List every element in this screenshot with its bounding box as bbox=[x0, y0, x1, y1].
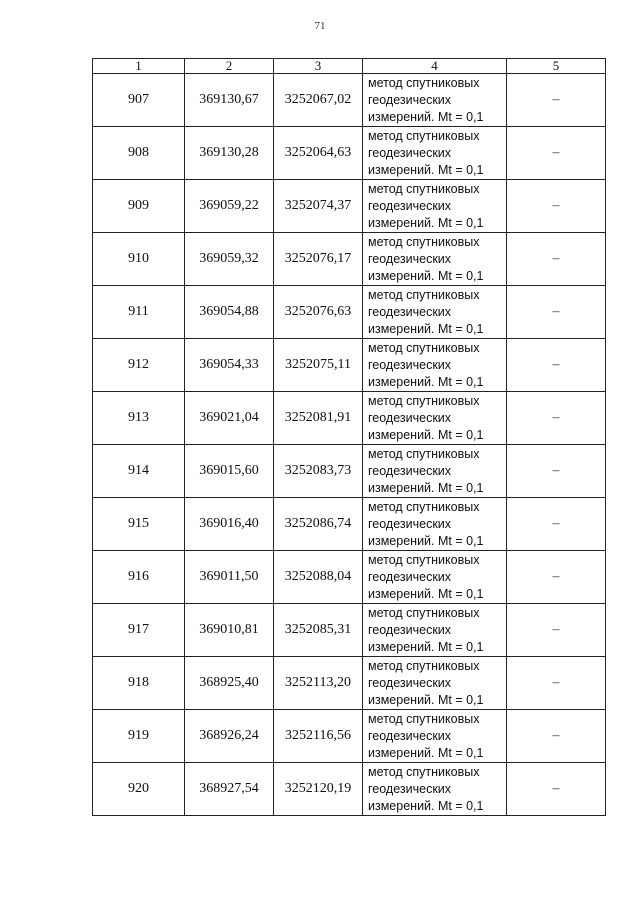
method-line: измерений. Mt = 0,1 bbox=[368, 321, 484, 336]
note-cell: – bbox=[507, 339, 606, 392]
method-line: геодезических bbox=[368, 622, 452, 637]
table-row bbox=[93, 551, 606, 604]
x-coordinate-cell: 369054,33 bbox=[185, 339, 274, 392]
note-cell: – bbox=[507, 763, 606, 816]
method-line: метод спутниковых bbox=[368, 658, 480, 673]
method-cell bbox=[363, 657, 507, 710]
x-coordinate-cell: 369130,28 bbox=[185, 127, 274, 180]
note-cell: – bbox=[507, 392, 606, 445]
method-cell bbox=[363, 710, 507, 763]
method-line: метод спутниковых bbox=[368, 234, 480, 249]
table-row bbox=[93, 127, 606, 180]
y-coordinate-cell: 3252081,91 bbox=[274, 392, 363, 445]
x-coordinate-cell: 369016,40 bbox=[185, 498, 274, 551]
method-line: геодезических bbox=[368, 304, 452, 319]
y-coordinate-cell: 3252088,04 bbox=[274, 551, 363, 604]
method-cell bbox=[363, 763, 507, 816]
method-line: метод спутниковых bbox=[368, 340, 480, 355]
note-cell: – bbox=[507, 180, 606, 233]
y-coordinate-cell: 3252086,74 bbox=[274, 498, 363, 551]
note-cell: – bbox=[507, 604, 606, 657]
column-header: 4 bbox=[363, 59, 507, 74]
method-line: измерений. Mt = 0,1 bbox=[368, 162, 484, 177]
method-line: метод спутниковых bbox=[368, 605, 480, 620]
y-coordinate-cell: 3252074,37 bbox=[274, 180, 363, 233]
column-header: 5 bbox=[507, 59, 606, 74]
method-line: геодезических bbox=[368, 463, 452, 478]
method-line: измерений. Mt = 0,1 bbox=[368, 427, 484, 442]
y-coordinate-cell: 3252076,17 bbox=[274, 233, 363, 286]
method-line: геодезических bbox=[368, 410, 452, 425]
table-row bbox=[93, 233, 606, 286]
x-coordinate-cell: 368927,54 bbox=[185, 763, 274, 816]
table-row bbox=[93, 498, 606, 551]
method-cell bbox=[363, 286, 507, 339]
y-coordinate-cell: 3252083,73 bbox=[274, 445, 363, 498]
method-cell bbox=[363, 498, 507, 551]
method-line: геодезических bbox=[368, 145, 452, 160]
method-line: геодезических bbox=[368, 781, 452, 796]
point-number-cell: 912 bbox=[93, 339, 185, 392]
method-line: геодезических bbox=[368, 357, 452, 372]
x-coordinate-cell: 369059,32 bbox=[185, 233, 274, 286]
table-row bbox=[93, 339, 606, 392]
y-coordinate-cell: 3252113,20 bbox=[274, 657, 363, 710]
method-line: геодезических bbox=[368, 516, 452, 531]
method-line: метод спутниковых bbox=[368, 181, 480, 196]
method-cell bbox=[363, 74, 507, 127]
method-line: измерений. Mt = 0,1 bbox=[368, 480, 484, 495]
table-row bbox=[93, 657, 606, 710]
x-coordinate-cell: 369010,81 bbox=[185, 604, 274, 657]
method-line: геодезических bbox=[368, 92, 452, 107]
point-number-cell: 920 bbox=[93, 763, 185, 816]
method-line: измерений. Mt = 0,1 bbox=[368, 586, 484, 601]
x-coordinate-cell: 369011,50 bbox=[185, 551, 274, 604]
method-cell bbox=[363, 180, 507, 233]
table-body bbox=[93, 59, 606, 816]
method-line: метод спутниковых bbox=[368, 711, 480, 726]
column-header: 1 bbox=[93, 59, 185, 74]
method-line: измерений. Mt = 0,1 bbox=[368, 374, 484, 389]
table-row bbox=[93, 445, 606, 498]
method-cell bbox=[363, 339, 507, 392]
method-line: метод спутниковых bbox=[368, 75, 480, 90]
y-coordinate-cell: 3252085,31 bbox=[274, 604, 363, 657]
method-line: измерений. Mt = 0,1 bbox=[368, 692, 484, 707]
point-number-cell: 915 bbox=[93, 498, 185, 551]
method-line: измерений. Mt = 0,1 bbox=[368, 215, 484, 230]
x-coordinate-cell: 369054,88 bbox=[185, 286, 274, 339]
x-coordinate-cell: 368926,24 bbox=[185, 710, 274, 763]
x-coordinate-cell: 369059,22 bbox=[185, 180, 274, 233]
table-row bbox=[93, 180, 606, 233]
method-line: измерений. Mt = 0,1 bbox=[368, 533, 484, 548]
note-cell: – bbox=[507, 233, 606, 286]
point-number-cell: 914 bbox=[93, 445, 185, 498]
note-cell: – bbox=[507, 710, 606, 763]
method-line: измерений. Mt = 0,1 bbox=[368, 639, 484, 654]
y-coordinate-cell: 3252075,11 bbox=[274, 339, 363, 392]
table-row bbox=[93, 710, 606, 763]
method-line: геодезических bbox=[368, 675, 452, 690]
column-header: 3 bbox=[274, 59, 363, 74]
method-cell bbox=[363, 551, 507, 604]
method-cell bbox=[363, 127, 507, 180]
note-cell: – bbox=[507, 286, 606, 339]
x-coordinate-cell: 369130,67 bbox=[185, 74, 274, 127]
method-cell bbox=[363, 604, 507, 657]
point-number-cell: 919 bbox=[93, 710, 185, 763]
x-coordinate-cell: 369015,60 bbox=[185, 445, 274, 498]
table-row bbox=[93, 286, 606, 339]
method-line: измерений. Mt = 0,1 bbox=[368, 268, 484, 283]
method-line: метод спутниковых bbox=[368, 287, 480, 302]
y-coordinate-cell: 3252064,63 bbox=[274, 127, 363, 180]
method-line: геодезических bbox=[368, 728, 452, 743]
method-cell bbox=[363, 233, 507, 286]
point-number-cell: 907 bbox=[93, 74, 185, 127]
method-line: метод спутниковых bbox=[368, 552, 480, 567]
table-header-row bbox=[93, 59, 606, 74]
method-line: геодезических bbox=[368, 251, 452, 266]
point-number-cell: 911 bbox=[93, 286, 185, 339]
method-line: метод спутниковых bbox=[368, 446, 480, 461]
point-number-cell: 908 bbox=[93, 127, 185, 180]
x-coordinate-cell: 368925,40 bbox=[185, 657, 274, 710]
method-line: геодезических bbox=[368, 198, 452, 213]
note-cell: – bbox=[507, 498, 606, 551]
point-number-cell: 909 bbox=[93, 180, 185, 233]
note-cell: – bbox=[507, 74, 606, 127]
page-number: 71 bbox=[314, 20, 326, 32]
point-number-cell: 918 bbox=[93, 657, 185, 710]
method-line: геодезических bbox=[368, 569, 452, 584]
point-number-cell: 910 bbox=[93, 233, 185, 286]
point-number-cell: 916 bbox=[93, 551, 185, 604]
point-number-cell: 917 bbox=[93, 604, 185, 657]
y-coordinate-cell: 3252116,56 bbox=[274, 710, 363, 763]
point-number-cell: 913 bbox=[93, 392, 185, 445]
note-cell: – bbox=[507, 551, 606, 604]
method-line: метод спутниковых bbox=[368, 499, 480, 514]
method-line: метод спутниковых bbox=[368, 128, 480, 143]
y-coordinate-cell: 3252120,19 bbox=[274, 763, 363, 816]
y-coordinate-cell: 3252076,63 bbox=[274, 286, 363, 339]
coordinates-table bbox=[92, 58, 606, 816]
method-line: измерений. Mt = 0,1 bbox=[368, 109, 484, 124]
method-cell bbox=[363, 392, 507, 445]
x-coordinate-cell: 369021,04 bbox=[185, 392, 274, 445]
column-header: 2 bbox=[185, 59, 274, 74]
method-line: измерений. Mt = 0,1 bbox=[368, 745, 484, 760]
table-row bbox=[93, 392, 606, 445]
table-row bbox=[93, 763, 606, 816]
note-cell: – bbox=[507, 657, 606, 710]
table-row bbox=[93, 74, 606, 127]
table-row bbox=[93, 604, 606, 657]
y-coordinate-cell: 3252067,02 bbox=[274, 74, 363, 127]
method-line: метод спутниковых bbox=[368, 764, 480, 779]
note-cell: – bbox=[507, 445, 606, 498]
method-cell bbox=[363, 445, 507, 498]
method-line: измерений. Mt = 0,1 bbox=[368, 798, 484, 813]
note-cell: – bbox=[507, 127, 606, 180]
method-line: метод спутниковых bbox=[368, 393, 480, 408]
